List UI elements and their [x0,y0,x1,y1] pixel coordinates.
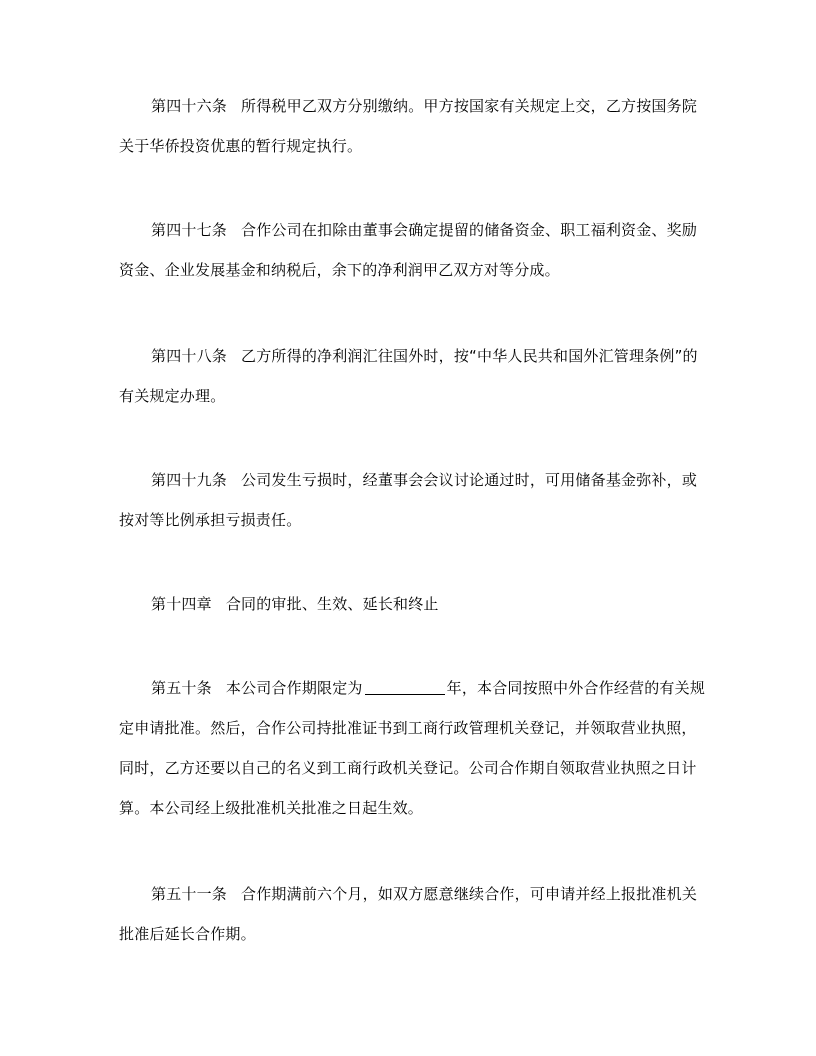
article-47 [119,210,709,290]
article-text: 所得税甲乙双方分别缴纳。甲方按国家有关规定上交，乙方按国务院关于华侨投资优惠的暂行规定执行。 [119,97,698,155]
article-number: 第五十条 [151,679,212,697]
chapter-14-heading [119,584,709,624]
article-text: 公司发生亏损时，经董事会会议讨论通过时，可用储备基金弥补，或按对等比例承担亏损责任。 [119,471,698,529]
chapter-number: 第十四章 [151,595,212,613]
article-text-before-blank: 本公司合作期限定为 [225,679,363,697]
article-50 [119,668,709,828]
article-text: 合作公司在扣除由董事会确定提留的储备资金、职工福利资金、奖励资金、企业发展基金和纳税后，余下的净利润甲乙双方对等分成。 [119,221,698,279]
article-48 [119,336,709,416]
article-51 [119,874,709,954]
article-number: 第四十九条 [151,471,228,489]
article-text-after-blank: 年，本合同按照中外合作经营的有关规定申请批准。然后，合作公司持批准证书到工商行政管理机关登记，并领取营业执照，同时，乙方还要以自己的名义到工商行政机关登记。公司合作期自领取营业执照之日计算。本公司经上级批准机关批准之日起生效。 [119,679,706,817]
article-46 [119,86,709,166]
term-years-blank[interactable] [365,676,445,695]
article-49 [119,460,709,540]
chapter-title: 合同的审批、生效、延长和终止 [225,595,439,613]
article-number: 第四十七条 [151,221,228,239]
article-number: 第四十六条 [151,97,228,115]
article-number: 第五十一条 [151,885,228,903]
article-number: 第四十八条 [151,347,228,365]
article-text: 乙方所得的净利润汇往国外时，按“中华人民共和国外汇管理条例”的有关规定办理。 [119,347,698,405]
article-text: 合作期满前六个月，如双方愿意继续合作，可申请并经上报批准机关批准后延长合作期。 [119,885,698,943]
